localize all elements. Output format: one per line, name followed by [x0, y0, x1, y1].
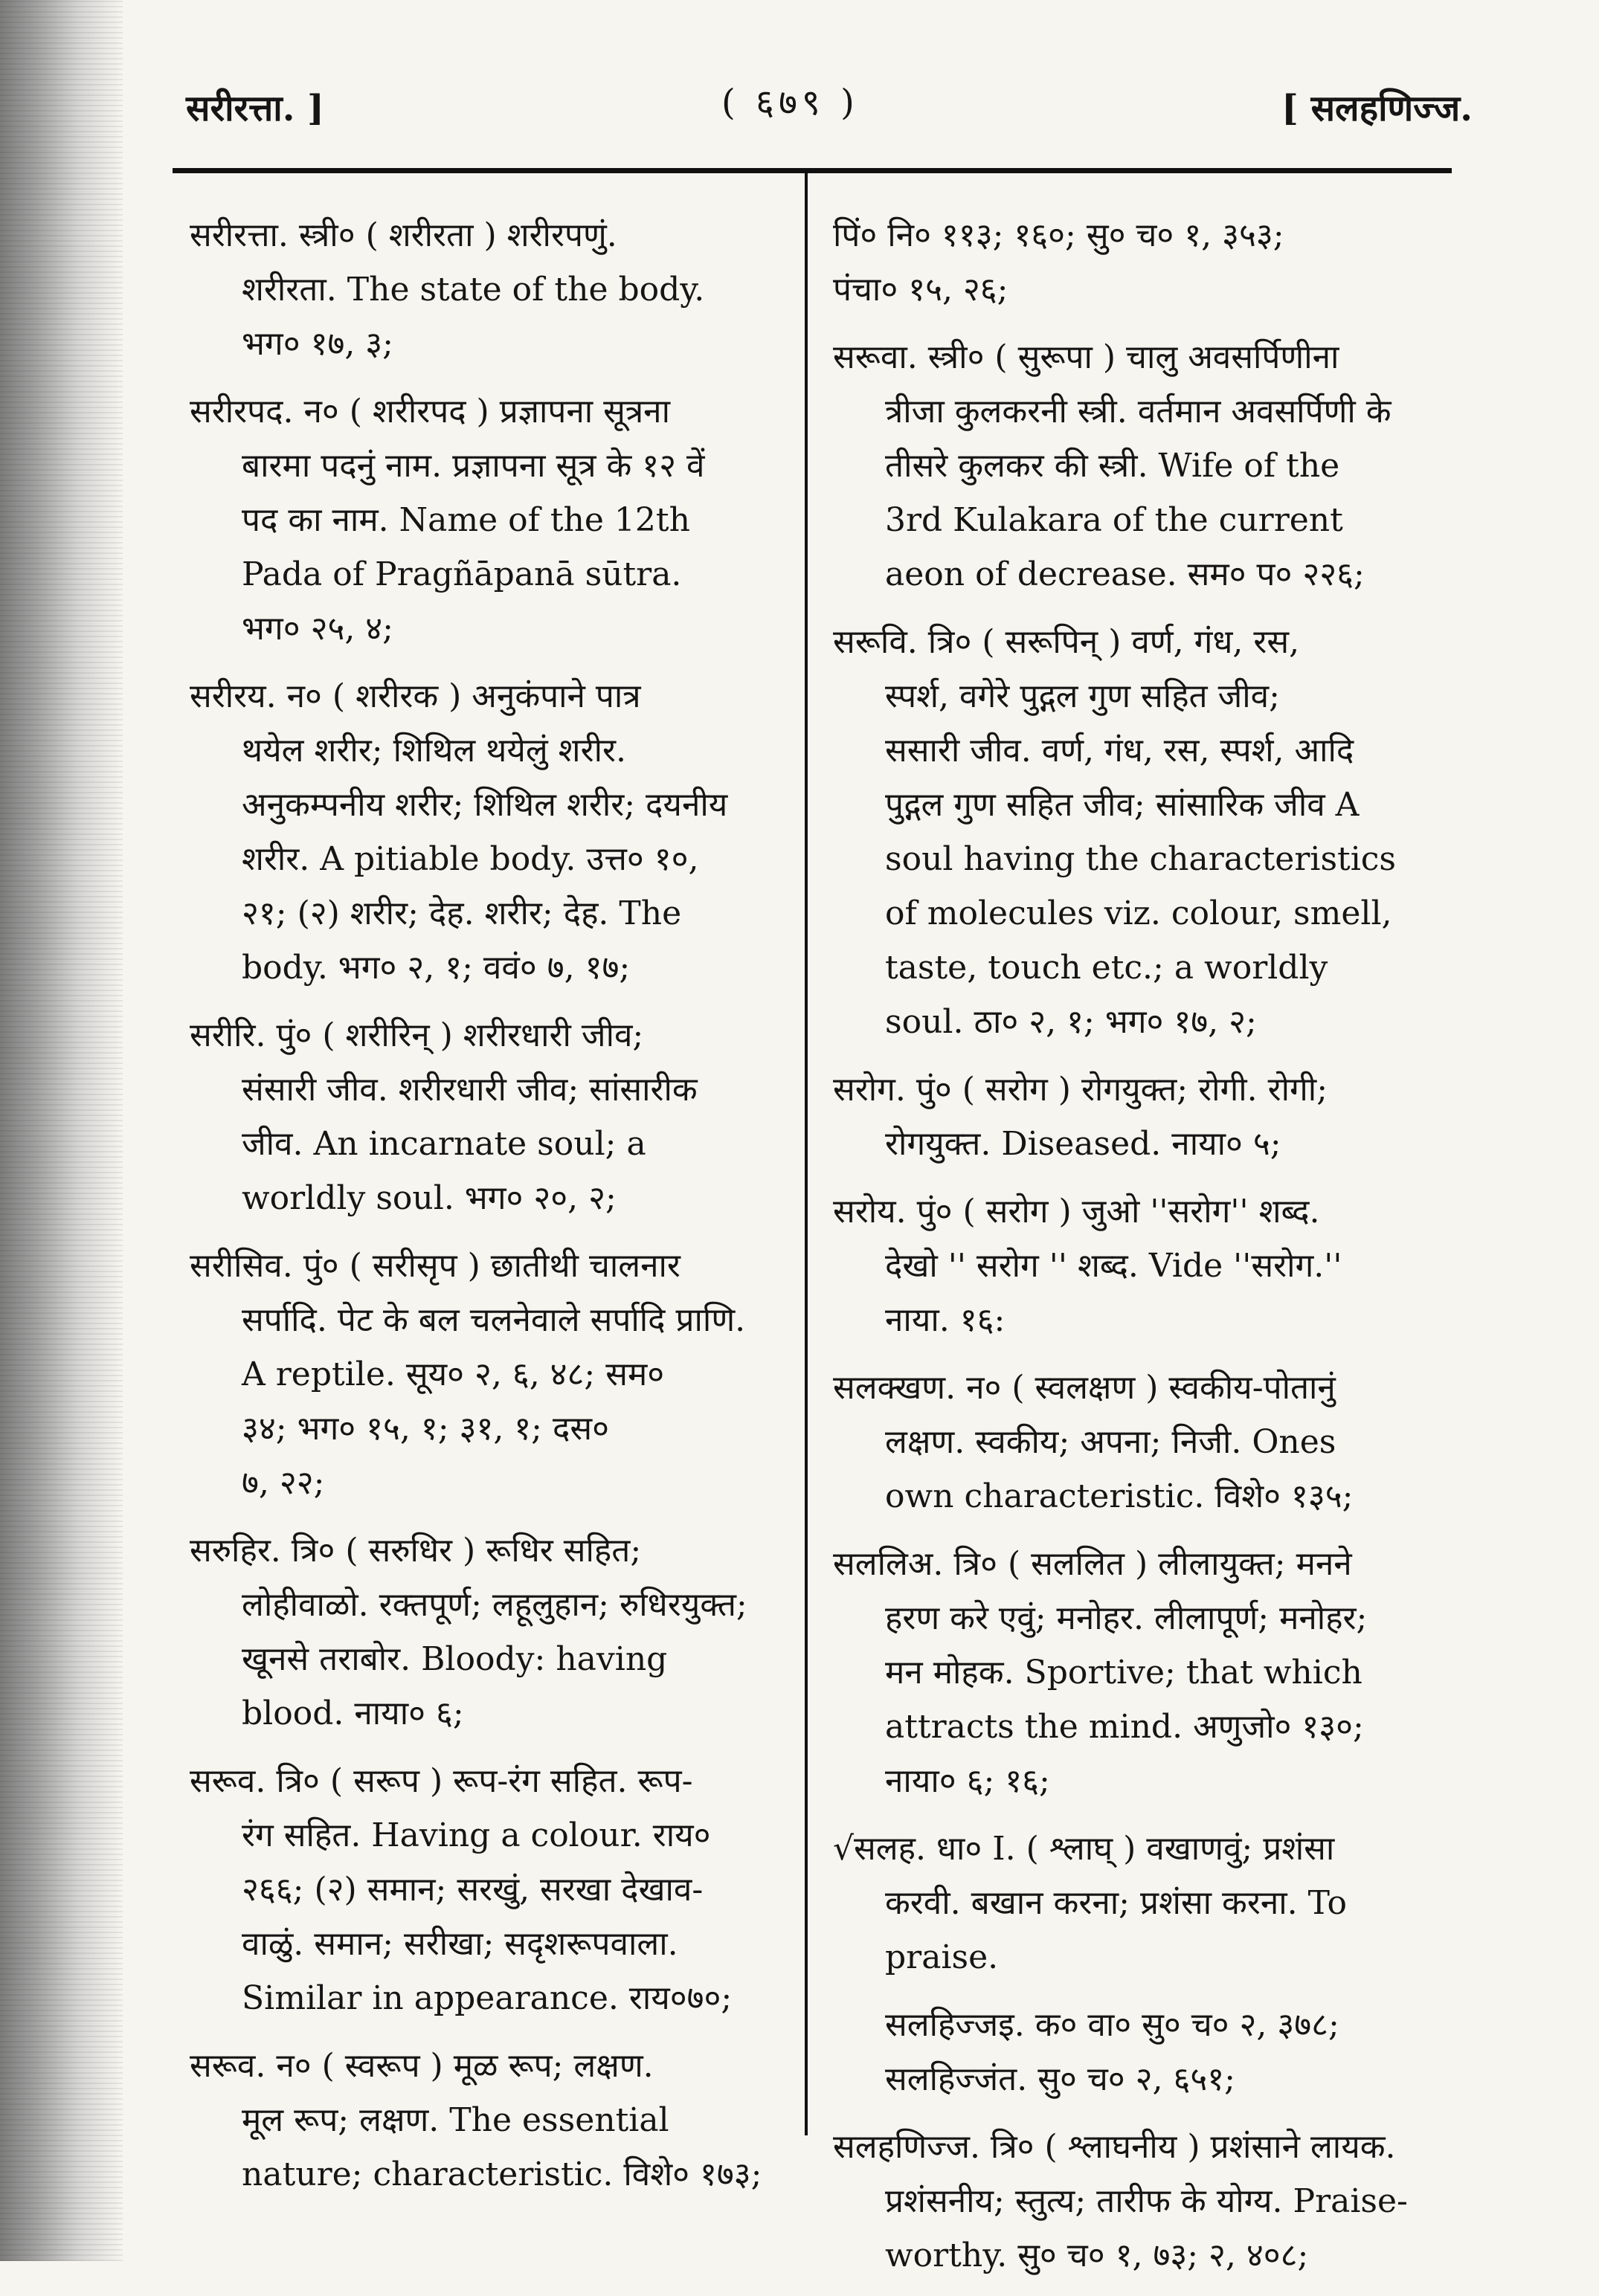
entry-line: शरीरता. The state of the body.: [242, 271, 705, 309]
dictionary-entry: [833, 2120, 1443, 2283]
entry-line: Pada of Pragñāpanā sūtra.: [242, 555, 682, 593]
entry-line: सरूव. त्रि० ( सरूप ) रूप-रंग सहित. रूप-: [190, 1762, 693, 1800]
entry-line: A reptile. सूय० २, ६, ४८; सम०: [242, 1355, 665, 1393]
entry-line: सरीसिव. पुं० ( सरीसृप ) छातीथी चालनार: [190, 1247, 681, 1285]
entry-line: body. भग० २, १; ववं० ७, १७;: [242, 949, 631, 987]
entry-line: मन मोहक. Sportive; that which: [885, 1654, 1362, 1692]
entry-line: मूल रूप; लक्षण. The essential: [242, 2101, 669, 2139]
left-column: [190, 208, 792, 2215]
entry-line: ७, २२;: [242, 1464, 325, 1502]
entry-line: सर्पादि. पेट के बल चलनेवाले सर्पादि प्राणि.: [242, 1301, 746, 1339]
entry-line: पुद्गल गुण सहित जीव; सांसारिक जीव A: [885, 786, 1360, 824]
header-rule: [173, 168, 1452, 173]
entry-line: स्पर्श, वगेरे पुद्गल गुण सहित जीव;: [885, 677, 1280, 715]
dictionary-entry: [190, 384, 792, 656]
entry-line: aeon of decrease. सम० प० २२६;: [885, 555, 1365, 593]
entry-line: खूनसे तराबोर. Bloody: having: [242, 1640, 668, 1678]
entry-line: अनुकम्पनीय शरीर; शिथिल शरीर; दयनीय: [242, 786, 728, 824]
entry-line: √सलह. धा० I. ( श्लाघ् ) वखाणवुं; प्रशंसा: [833, 1830, 1335, 1868]
entry-line: ससारी जीव. वर्ण, गंध, रस, स्पर्श, आदि: [885, 732, 1354, 770]
dictionary-entry: [833, 1822, 1443, 1984]
entry-line: सलहिज्जंत. सु० च० २, ६५१;: [885, 2060, 1235, 2098]
entry-line: attracts the mind. अणुजो० १३०;: [885, 1708, 1364, 1746]
entry-line: of molecules viz. colour, smell,: [885, 894, 1392, 932]
entry-line: 3rd Kulakara of the current: [885, 501, 1343, 539]
entry-line: पिं० नि० ११३; १६०; सु० च० १, ३५३;: [833, 216, 1284, 254]
entry-line: नाया० ६; १६;: [885, 1762, 1050, 1800]
column-divider: [805, 172, 808, 2135]
entry-line: ३४; भग० १५, १; ३१, १; दस०: [242, 1410, 609, 1448]
dictionary-entry: [833, 1062, 1443, 1171]
entry-line: नाया. १६:: [885, 1301, 1006, 1339]
dictionary-entry: [190, 669, 792, 995]
entry-line: शरीर. A pitiable body. उत्त० १०,: [242, 840, 699, 878]
entry-line: सरूवा. स्त्री० ( सुरूपा ) चालु अवसर्पिणीना: [833, 338, 1339, 376]
entry-line: देखो '' सरोग '' शब्द. Vide ''सरोग.'': [885, 1247, 1342, 1285]
entry-line: soul. ठा० २, १; भग० १७, २;: [885, 1003, 1257, 1041]
entry-line: भग० १७, ३;: [242, 325, 394, 363]
entry-line: प्रशंसनीय; स्तुत्य; तारीफ के योग्य. Praise-: [885, 2182, 1408, 2220]
dictionary-entry: [190, 1754, 792, 2025]
dictionary-entry: [833, 1184, 1443, 1347]
entry-line: सलहणिज्ज. त्रि० ( श्लाघनीय ) प्रशंसाने लायक.: [833, 2128, 1396, 2166]
dictionary-entry: [833, 330, 1443, 602]
dictionary-entry: [833, 1998, 1443, 2106]
entry-line: taste, touch etc.; a worldly: [885, 949, 1328, 987]
page-number: ( ६७९ ): [721, 82, 859, 123]
entry-line: संसारी जीव. शरीरधारी जीव; सांसारीक: [242, 1071, 698, 1109]
page-header: [186, 77, 1473, 137]
entry-line: हरण करे एवुं; मनोहर. लीलापूर्ण; मनोहर;: [885, 1599, 1368, 1637]
entry-line: soul having the characteristics: [885, 840, 1397, 878]
entry-line: praise.: [885, 1938, 999, 1976]
entry-line: लोहीवाळो. रक्तपूर्ण; लहूलुहान; रुधिरयुक्त;: [242, 1586, 747, 1624]
dictionary-entry: [190, 2039, 792, 2202]
dictionary-entry: [190, 1008, 792, 1225]
dictionary-entry: [833, 1361, 1443, 1523]
entry-line: सरुहिर. त्रि० ( सरुधिर ) रूधिर सहित;: [190, 1532, 642, 1570]
header-first-word: सरीरत्ता. ]: [186, 88, 324, 129]
right-column: [833, 208, 1443, 2296]
entry-line: लक्षण. स्वकीय; अपना; निजी. Ones: [885, 1423, 1336, 1461]
dictionary-entry: [833, 208, 1443, 317]
entry-line: सरीरि. पुं० ( शरीरिन् ) शरीरधारी जीव;: [190, 1016, 644, 1054]
entry-line: सलहिज्जइ. क० वा० सु० च० २, ३७८;: [885, 2006, 1339, 2044]
entry-line: पद का नाम. Name of the 12th: [242, 501, 690, 539]
entry-line: worldly soul. भग० २०, २;: [242, 1179, 617, 1217]
entry-line: सरूवि. त्रि० ( सरूपिन् ) वर्ण, गंध, रस,: [833, 623, 1300, 661]
entry-line: blood. नाया० ६;: [242, 1694, 464, 1732]
entry-line: भग० २५, ४;: [242, 610, 394, 648]
entry-line: worthy. सु० च० १, ७३; २, ४०८;: [885, 2237, 1309, 2274]
dictionary-entry: [190, 1523, 792, 1741]
entry-line: करवी. बखान करना; प्रशंसा करना. To: [885, 1884, 1348, 1922]
entry-line: सरूव. न० ( स्वरूप ) मूळ रूप; लक्षण.: [190, 2047, 654, 2085]
dictionary-entry: [190, 208, 792, 371]
entry-line: सललिअ. त्रि० ( सललित ) लीलायुक्त; मनने: [833, 1545, 1352, 1583]
entry-line: सरोय. पुं० ( सरोग ) जुओ ''सरोग'' शब्द.: [833, 1193, 1320, 1231]
entry-line: वाळुं. समान; सरीखा; सदृशरूपवाला.: [242, 1925, 678, 1963]
entry-line: २६६; (२) समान; सरखुं, सरखा देखाव-: [242, 1871, 704, 1909]
entry-line: सरीरत्ता. स्त्री० ( शरीरता ) शरीरपणुं.: [190, 216, 617, 254]
dictionary-entry: [833, 1537, 1443, 1808]
entry-line: तीसरे कुलकर की स्त्री. Wife of the: [885, 447, 1340, 485]
entry-line: nature; characteristic. विशे० १७३;: [242, 2155, 762, 2193]
entry-line: रंग सहित. Having a colour. राय०: [242, 1816, 711, 1854]
entry-line: own characteristic. विशे० १३५;: [885, 1477, 1354, 1515]
entry-line: थयेल शरीर; शिथिल थयेलुं शरीर.: [242, 732, 626, 770]
entry-line: सरीरय. न० ( शरीरक ) अनुकंपाने पात्र: [190, 677, 641, 715]
entry-line: रोगयुक्त. Diseased. नाया० ५;: [885, 1125, 1281, 1163]
scan-binding-edge: [0, 0, 123, 2261]
entry-line: सरीरपद. न० ( शरीरपद ) प्रज्ञापना सूत्रना: [190, 393, 670, 430]
entry-line: जीव. An incarnate soul; a: [242, 1125, 646, 1163]
header-last-word: [ सलहणिज्ज.: [1281, 88, 1473, 129]
dictionary-entry: [833, 615, 1443, 1049]
entry-line: पंचा० १५, २६;: [833, 271, 1008, 309]
entry-line: सरोग. पुं० ( सरोग ) रोगयुक्त; रोगी. रोगी;: [833, 1071, 1328, 1109]
entry-line: त्रीजा कुलकरनी स्त्री. वर्तमान अवसर्पिणी के: [885, 393, 1392, 430]
entry-line: Similar in appearance. राय०७०;: [242, 1979, 733, 2017]
dictionary-entry: [190, 1239, 792, 1510]
entry-line: सलक्खण. न० ( स्वलक्षण ) स्वकीय-पोतानुं: [833, 1369, 1336, 1407]
entry-line: २१; (२) शरीर; देह. शरीर; देह. The: [242, 894, 682, 932]
entry-line: बारमा पदनुं नाम. प्रज्ञापना सूत्र के १२ वें: [242, 447, 705, 485]
